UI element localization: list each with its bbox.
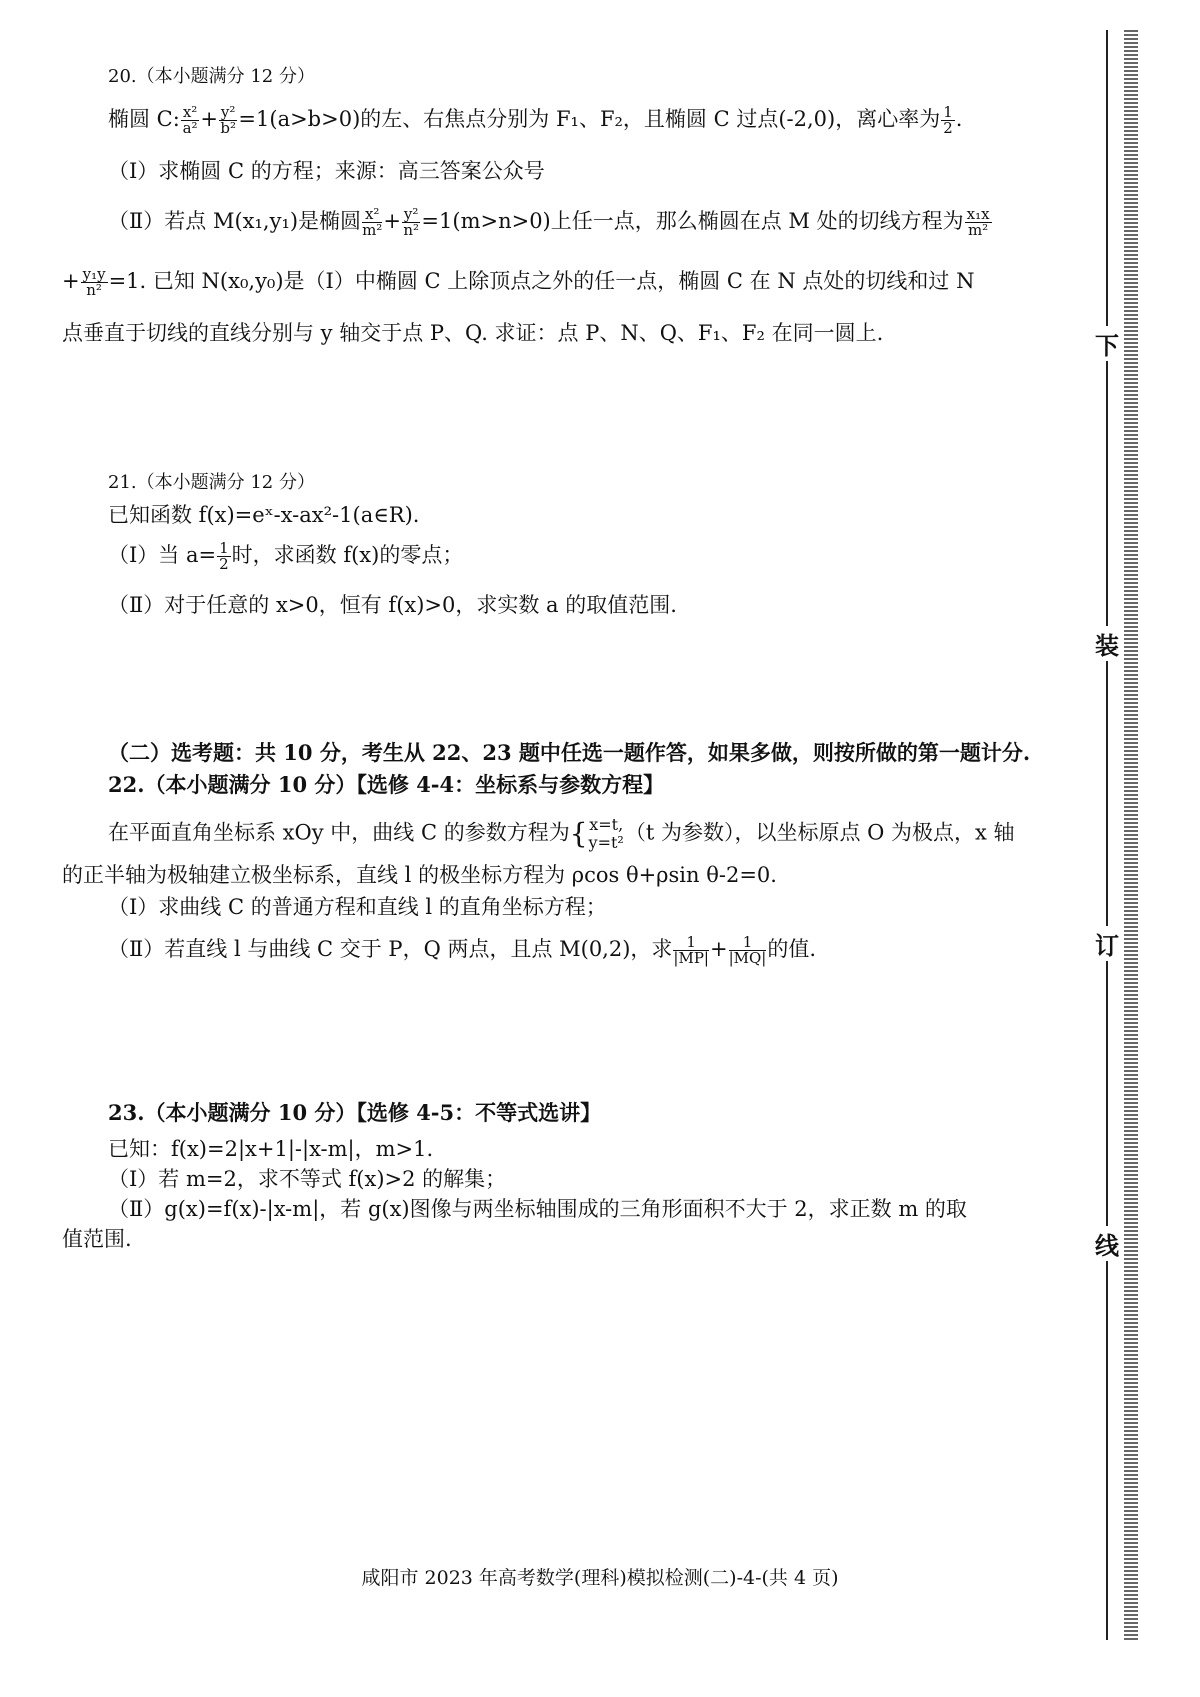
q20-part2: （Ⅱ）若点 M(x₁,y₁)是椭圆 $\frac{\text{x²}}{\text{m²}}$ + $\frac{\text{y²}}{\text{n²}}$ =1(m>n>0)上任一点，那么椭圆在点 M 处的切线方程为 $\frac{\text{x₁x}}{\text{m²}}$	[108, 205, 990, 239]
q21-line1: 已知函数 f(x)=eˣ-x-ax²-1(a∈R).	[108, 503, 420, 527]
binding-char-xia: 下	[1094, 326, 1120, 361]
q20-header: 20.（本小题满分 12 分）	[108, 66, 315, 87]
fraction: $\frac{\text{x₁x}}{\text{m²}}$	[966, 205, 990, 239]
q23-part2-cont: 值范围.	[62, 1227, 132, 1251]
section-2-instructions: （二）选考题：共 10 分，考生从 22、23 题中任选一题作答，如果多做，则按所做的第一题计分.	[108, 740, 1031, 765]
q23-part1: （Ⅰ）若 m=2，求不等式 f(x)>2 的解集；	[108, 1167, 507, 1191]
q20-part1: （Ⅰ）求椭圆 C 的方程；来源：高三答案公众号	[108, 159, 545, 183]
q20-line4: 点垂直于切线的直线分别与 y 轴交于点 P、Q. 求证：点 P、N、Q、F₁、F₂ 在同一圆上.	[62, 321, 884, 345]
q22-header: 22.（本小题满分 10 分）【选修 4-4：坐标系与参数方程】	[108, 772, 665, 797]
q23-part2: （Ⅱ）g(x)=f(x)-|x-m|，若 g(x)图像与两坐标轴围成的三角形面积不大于 2，求正数 m 的取	[108, 1197, 967, 1221]
q22-line1: 在平面直角坐标系 xOy 中，曲线 C 的参数方程为{ x=t, y=t² （t 为参数），以坐标原点 O 为极点，x 轴	[108, 815, 1015, 852]
binding-char-zhuang: 装	[1094, 626, 1120, 661]
q22-part1: （Ⅰ）求曲线 C 的普通方程和直线 l 的直角坐标方程；	[108, 895, 607, 919]
q23-line1: 已知：f(x)=2|x+1|-|x-m|，m>1.	[108, 1137, 434, 1161]
q21-part2: （Ⅱ）对于任意的 x>0，恒有 f(x)>0，求实数 a 的取值范围.	[108, 593, 677, 617]
q22-part2: （Ⅱ）若直线 l 与曲线 C 交于 P，Q 两点，且点 M(0,2)，求 $\frac{1}{|MP|}$ + $\frac{1}{|MQ|}$ 的值.	[108, 933, 817, 967]
q20-line1: 椭圆 C: $\frac{\text{x²}}{\text{a²}}$ + $\frac{\text{y²}}{\text{b²}}$ =1(a>b>0)的左、右焦点分别为 F₁、F₂，且椭圆 C 过点(-2,0)，离心率为 $\frac{1}{2}$ .	[108, 103, 963, 137]
page-footer: 咸阳市 2023 年高考数学(理科)模拟检测(二)-4-(共 4 页)	[361, 1567, 839, 1589]
fraction: $\frac{1}{2}$	[943, 103, 953, 137]
fraction: $\frac{\text{y₁y}}{\text{n²}}$	[82, 265, 106, 299]
binding-char-xian: 线	[1094, 1226, 1120, 1261]
fraction: $\frac{1}{|MQ|}$	[728, 933, 767, 967]
q22-line2: 的正半轴为极轴建立极坐标系，直线 l 的极坐标方程为 ρcos θ+ρsin θ-2=0.	[62, 863, 777, 887]
binding-char-ding: 订	[1094, 926, 1120, 961]
equation-system: x=t, y=t²	[588, 815, 624, 852]
fraction: $\frac{1}{|MP|}$	[673, 933, 709, 967]
fraction: $\frac{\text{y²}}{\text{b²}}$	[220, 103, 236, 137]
fraction: $\frac{1}{2}$	[219, 539, 229, 573]
fraction: $\frac{\text{x²}}{\text{a²}}$	[182, 103, 198, 137]
binding-hatch	[1124, 30, 1138, 1640]
binding-margin	[1092, 30, 1152, 1640]
fraction: $\frac{\text{x²}}{\text{m²}}$	[362, 205, 383, 239]
q23-header: 23.（本小题满分 10 分）【选修 4-5：不等式选讲】	[108, 1100, 602, 1125]
binding-rule	[1106, 30, 1108, 1640]
q21-header: 21.（本小题满分 12 分）	[108, 472, 315, 493]
q21-part1: （Ⅰ）当 a= $\frac{1}{2}$ 时，求函数 f(x)的零点；	[108, 539, 464, 573]
q20-line3: + $\frac{\text{y₁y}}{\text{n²}}$ =1. 已知 N(x₀,y₀)是（Ⅰ）中椭圆 C 上除顶点之外的任一点，椭圆 C 在 N 点处的切线和过 N	[62, 265, 975, 299]
fraction: $\frac{\text{y²}}{\text{n²}}$	[403, 205, 420, 239]
